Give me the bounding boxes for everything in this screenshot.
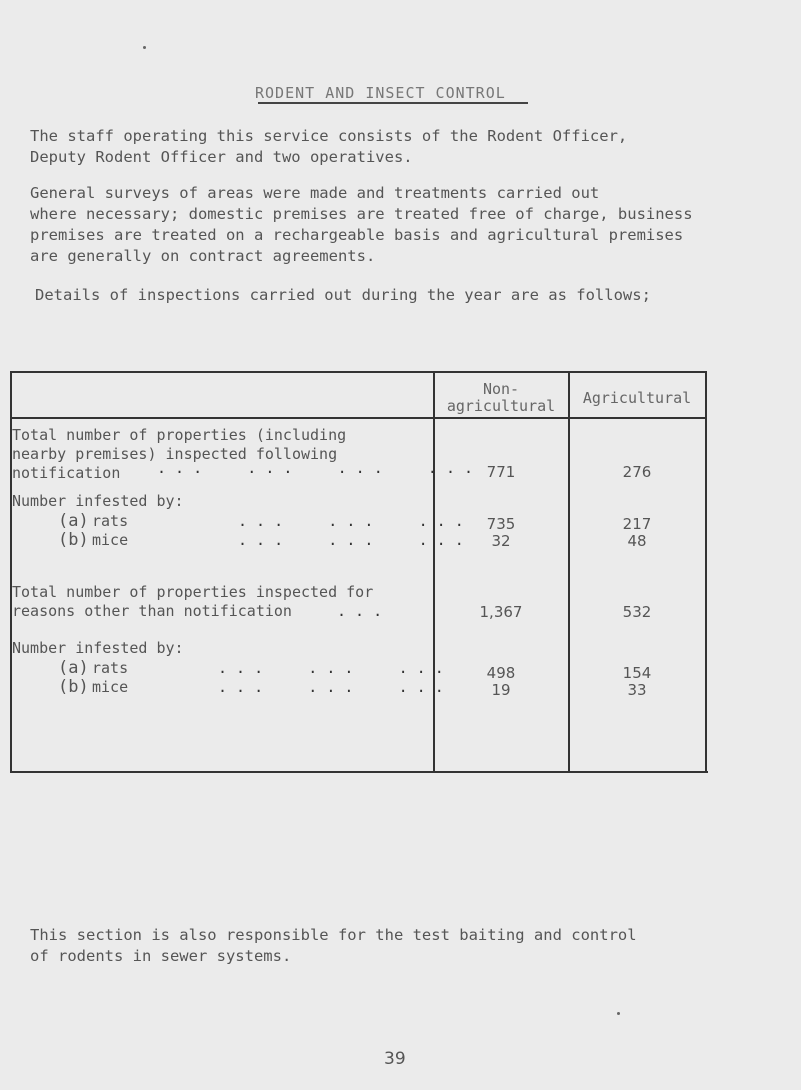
page-number: 39	[384, 1049, 406, 1069]
table-header-divider	[12, 417, 706, 419]
paragraph-details: Details of inspections carried out during the year are as follows;	[35, 286, 651, 304]
table-column-divider-2	[568, 372, 570, 771]
row-label-mice: mice	[92, 531, 129, 549]
leader-dots: . . . . . . . . .	[238, 531, 464, 549]
scan-speck	[617, 1012, 620, 1015]
paragraph-sewer: This section is also responsible for the test baiting and control of rodents in sewer systems.	[30, 926, 637, 965]
row-label-total-notification: Total number of properties (including nearby premises) inspected following notification	[12, 426, 347, 482]
leader-dots: . . . . . . . . .	[218, 659, 444, 677]
value-rats2-agricultural: 154	[622, 664, 652, 682]
leader-dots: . . .	[337, 602, 383, 620]
value-notification-non-agricultural: 771	[486, 463, 516, 481]
table-bottom-border	[10, 771, 708, 773]
leader-dots: . . . . . . . . .	[218, 678, 444, 696]
item-marker-b: (b)	[58, 677, 89, 697]
value-other-agricultural: 532	[622, 603, 652, 621]
item-marker-a: (a)	[58, 511, 89, 531]
page-title: RODENT AND INSECT CONTROL	[255, 84, 506, 102]
row-label-number-infested-2: Number infested by:	[12, 639, 184, 657]
value-mice2-non-agricultural: 19	[491, 681, 511, 699]
row-label-total-other: Total number of properties inspected for reasons other than notification	[12, 583, 374, 620]
value-mice-non-agricultural: 32	[491, 532, 511, 550]
paragraph-surveys: General surveys of areas were made and treatments carried out where necessary; domestic premises are treated free of charge, business premises are treated on a rechargeable basis and agricultural premises are generally on contract agreements.	[30, 184, 693, 265]
value-mice2-agricultural: 33	[627, 681, 647, 699]
value-rats-agricultural: 217	[622, 515, 652, 533]
value-mice-agricultural: 48	[627, 532, 647, 550]
value-other-non-agricultural: 1,367	[479, 603, 523, 621]
table-column-divider-1	[433, 372, 435, 771]
paragraph-staff: The staff operating this service consists of the Rodent Officer, Deputy Rodent Officer and two operatives.	[30, 127, 628, 166]
row-label-number-infested: Number infested by:	[12, 492, 184, 510]
item-marker-a: (a)	[58, 658, 89, 678]
value-rats2-non-agricultural: 498	[486, 664, 516, 682]
title-underline	[258, 102, 528, 104]
leader-dots: . . . . . . . . .	[238, 512, 464, 530]
leader-dots: . . . . . . . . . . . .	[157, 459, 474, 477]
value-rats-non-agricultural: 735	[486, 515, 516, 533]
header-non-agricultural: Non- agricultural	[446, 380, 556, 415]
row-label-mice: mice	[92, 678, 129, 696]
item-marker-b: (b)	[58, 530, 89, 550]
table-top-border	[10, 371, 706, 373]
value-notification-agricultural: 276	[622, 463, 652, 481]
scan-speck	[143, 46, 146, 49]
row-label-rats: rats	[92, 512, 129, 530]
table-right-border	[705, 371, 707, 771]
header-agricultural: Agricultural	[582, 389, 692, 407]
row-label-rats: rats	[92, 659, 129, 677]
